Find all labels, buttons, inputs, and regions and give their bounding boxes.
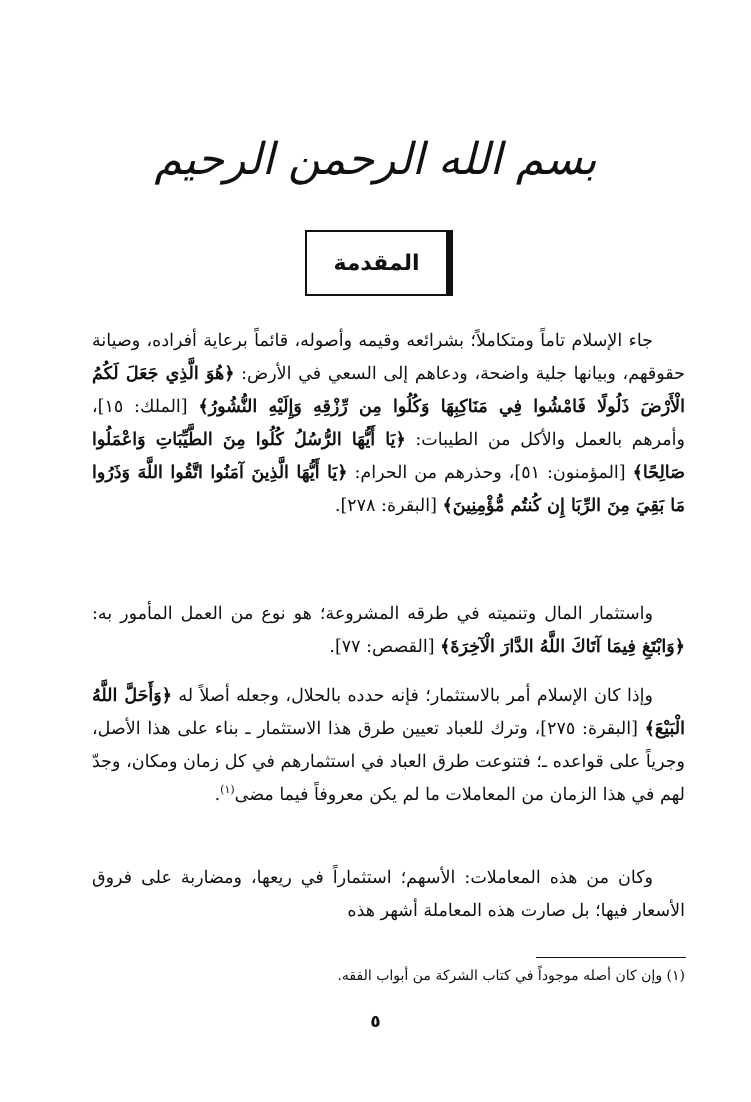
paragraph-text: جاء الإسلام تاماً ومتكاملاً؛ بشرائعه وقيمه وأصوله، قائماً برعاية أفراده، وصيانة حقوقهم، وبيانها جلية واضحة، ودعاهم إلى السعي في الأرض:	[92, 331, 685, 384]
verse-reference: [المؤمنون: ٥١]، وحذرهم من الحرام:	[347, 463, 633, 483]
verse-reference: [البقرة: ٢٧٨].	[334, 496, 443, 516]
footnote-marker[interactable]: (١)	[220, 783, 235, 797]
paragraph-text: [البقرة: ٢٧٥]، وترك للعباد تعيين طرق هذا الاستثمار ـ بناء على هذا الأصل، وجرياً على قواعده ـ؛ فتنوعت طرق العباد في استثمارهم في كل زمان ومكان، وجدّ لهم في هذا الزمان من المعاملات ما لم يكن معروفاً فيما مضى	[92, 719, 685, 805]
section-heading-frame	[305, 230, 453, 296]
quran-verse: ﴿وَأَحَلَّ اللَّهُ الْبَيْعَ﴾	[92, 686, 685, 739]
quran-verse: ﴿يَا أَيُّهَا الَّذِينَ آمَنُوا اتَّقُوا اللَّهَ وَذَرُوا مَا بَقِيَ مِنَ الرِّبَا إِن كُنتُم مُّؤْمِنِينَ﴾	[92, 463, 685, 516]
page-number: ٥	[370, 1012, 381, 1032]
paragraph-intro	[92, 325, 685, 523]
paragraph-shares	[92, 862, 685, 928]
verse-reference: [الملك: ١٥]، وأمرهم بالعمل والأكل من الطيبات:	[92, 397, 685, 450]
quran-verse: ﴿يَا أَيُّهَا الرُّسُلُ كُلُوا مِنَ الطَّيِّبَاتِ وَاعْمَلُوا صَالِحًا﴾	[92, 430, 685, 483]
paragraph-end: .	[214, 785, 221, 805]
paragraph-text: وإذا كان الإسلام أمر بالاستثمار؛ فإنه حدده بالحلال، وجعله أصلاً له	[171, 686, 653, 706]
paragraph-text: واستثمار المال وتنميته في طرقه المشروعة؛ هو نوع من العمل المأمور به:	[92, 604, 653, 624]
quran-verse: ﴿هُوَ الَّذِي جَعَلَ لَكُمُ الْأَرْضَ ذَلُولًا فَامْشُوا فِي مَنَاكِبِهَا وَكُلُوا مِن رِّزْقِهِ وَإِلَيْهِ النُّشُورُ﴾	[92, 364, 685, 417]
footnote-divider	[536, 957, 686, 958]
paragraph-halal	[92, 680, 685, 812]
section-heading: المقدمة	[333, 250, 420, 276]
paragraph-text: وكان من هذه المعاملات: الأسهم؛ استثماراً في ريعها، ومضاربة على فروق الأسعار فيها؛ بل صارت هذه المعاملة أشهر هذه	[92, 868, 685, 921]
paragraph-investment	[92, 598, 685, 664]
quran-verse: ﴿وَابْتَغِ فِيمَا آتَاكَ اللَّهُ الدَّارَ الْآخِرَةَ﴾	[440, 637, 685, 657]
verse-reference: [القصص: ٧٧].	[329, 637, 441, 657]
basmala-calligraphy: بسم الله الرحمن الرحيم	[154, 134, 597, 185]
footnote: (١) وإن كان أصله موجوداً في كتاب الشركة من أبواب الفقه.	[337, 968, 685, 984]
